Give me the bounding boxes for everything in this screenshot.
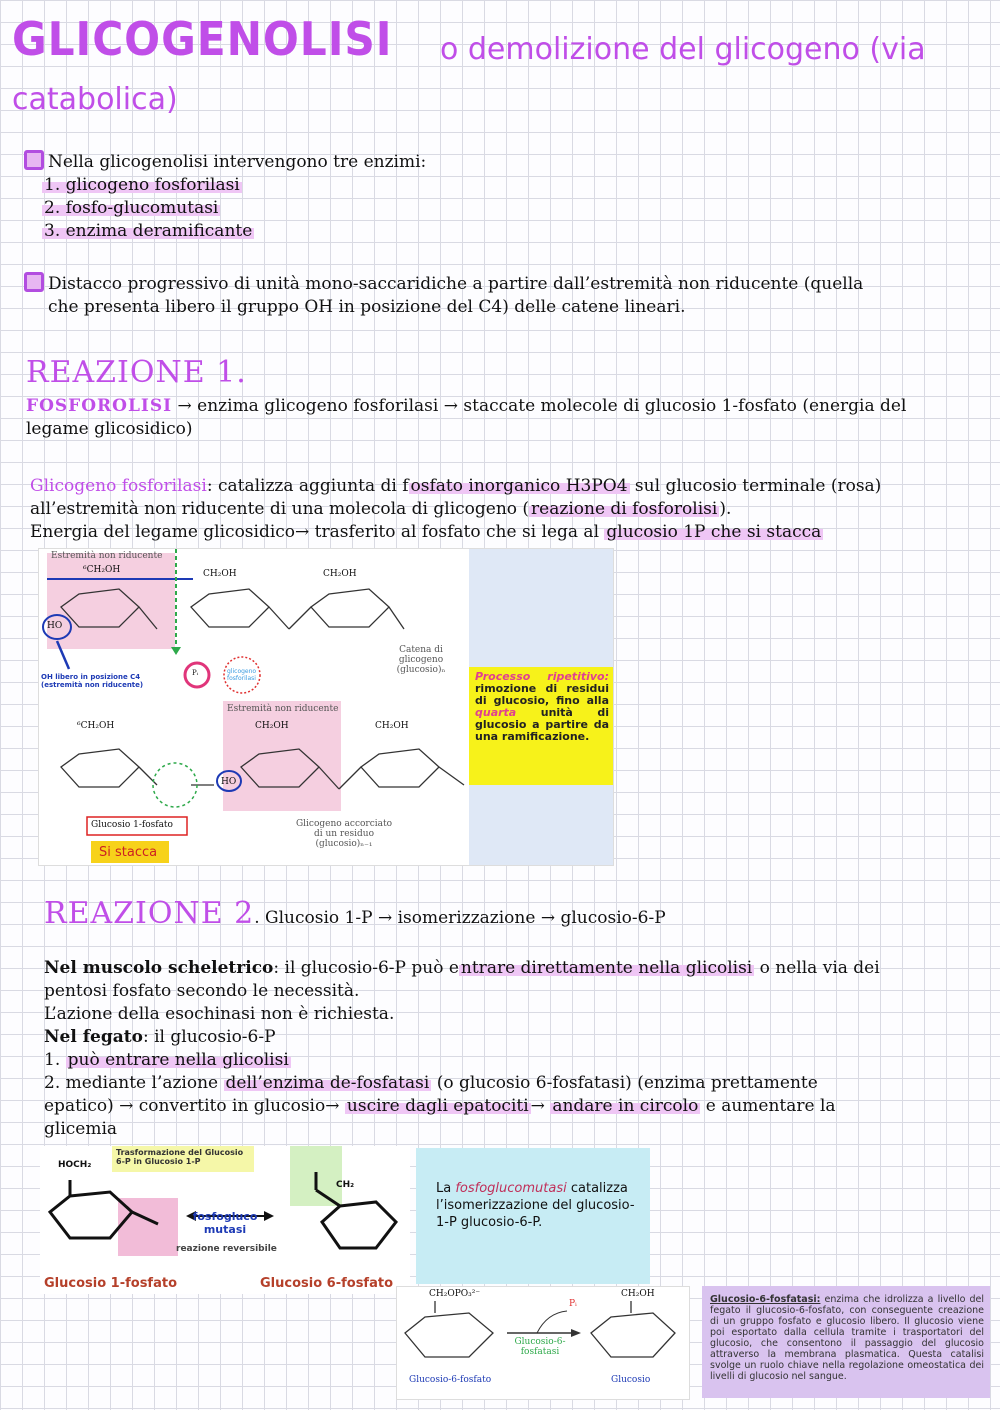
processo-body: rimozione di residui di glucosio, fino alla xyxy=(475,682,609,707)
fosfatasi-note-title: Glucosio-6-fosfatasi: xyxy=(710,1294,821,1305)
mutasi-note-text: La xyxy=(436,1181,456,1196)
mutasi-title: Trasformazione del Glucosio 6-P in Glucosio 1-P xyxy=(116,1148,244,1166)
ch2oh-label: ⁶CH₂OH xyxy=(77,721,115,731)
liver-text: epatico) → convertito in glucosio→ xyxy=(44,1096,345,1116)
figure-fosfatasi xyxy=(396,1286,690,1400)
accorciato-text: Glicogeno accorciato xyxy=(295,819,393,829)
detach-paragraph xyxy=(24,272,989,319)
mutasi-reversible: reazione reversibile xyxy=(176,1244,277,1254)
liver-highlight: uscire dagli epatociti xyxy=(346,1096,529,1116)
muscle-text: : il glucosio-6-P può e xyxy=(273,958,459,978)
enzyme-tag: glicogeno fosforilasi xyxy=(227,668,257,682)
estremita-label: Estremità non riducente xyxy=(227,704,339,714)
liver-highlight: dell’enzima de-fosfatasi xyxy=(225,1073,430,1093)
ch2oh-label: CH₂OH xyxy=(375,721,409,731)
glucosio-label: Glucosio xyxy=(611,1375,651,1385)
ho-label: HO xyxy=(221,777,237,787)
gf-highlight: reazione di fosforolisi xyxy=(531,499,718,519)
gf-highlight: glucosio 1P che si stacca xyxy=(606,522,822,542)
accorciato-text: (glucosio)ₙ₋₁ xyxy=(315,839,373,849)
liver-text: glicemia xyxy=(44,1119,118,1139)
oh-libero-label xyxy=(41,673,143,689)
liver-text: 2. mediante l’azione xyxy=(44,1073,224,1093)
reaction1-text xyxy=(26,395,991,441)
reaction1-line: legame glicosidico) xyxy=(26,419,193,439)
oh-libero-sub: (estremità non riducente) xyxy=(41,681,144,689)
detach-line: che presenta libero il gruppo OH in posizione del C4) delle catene lineari. xyxy=(48,297,686,317)
liver-text: : il glucosio-6-P xyxy=(142,1027,276,1047)
ch2oh-label: ⁶CH₂OH xyxy=(83,565,121,575)
enzymes-intro: Nella glicogenolisi intervengono tre enzimi: xyxy=(48,152,427,172)
page-subtitle-cont: catabolica) xyxy=(12,82,178,117)
enzyme-item: 2. fosfo-glucomutasi xyxy=(44,198,219,218)
liver-highlight: può entrare nella glicolisi xyxy=(67,1050,289,1070)
reaction2-text: . Glucosio 1-P → isomerizzazione → glucosio-6-P xyxy=(254,908,666,928)
enzyme-item: 1. glicogeno fosforilasi xyxy=(44,175,240,195)
muscle-highlight: ntrare direttamente nella glicolisi xyxy=(460,958,753,978)
figure-fosforolisi xyxy=(38,548,614,866)
pi-label: Pᵢ xyxy=(569,1299,577,1309)
g6p-label: Glucosio 6-fosfato xyxy=(260,1276,394,1291)
page-title: GLICOGENOLISI xyxy=(12,12,393,66)
mutasi-note xyxy=(416,1148,650,1284)
gf-text: Energia del legame glicosidico→ trasferito al fosfato che si lega al xyxy=(30,522,605,542)
fosfatasi-note-text: enzima che idrolizza a livello del fegato il glucosio-6-fosfato, con conseguente creazione di un gruppo fosfato e glucosio libero. Il glucosio viene poi esportato dalla cellula tramite i trasportatori del glucosio, che consentono il passaggio del glucosio attraverso la membrana plasmatica. Questa catalisi svolge un ruolo chiave nella regolazione omeostatica dei livelli di glucosio nel sangue. xyxy=(710,1294,984,1382)
g6p-label: Glucosio-6-fosfato xyxy=(409,1375,492,1385)
ch2opo3-label: CH₂OPO₃²⁻ xyxy=(429,1289,481,1299)
pi-label: Pᵢ xyxy=(192,669,199,677)
g1p-label: Glucosio 1-fosfato xyxy=(44,1276,178,1291)
catena-sub: (glucosio)ₙ xyxy=(396,665,446,675)
liver-heading: Nel fegato xyxy=(44,1027,143,1047)
bullet-icon xyxy=(24,150,44,170)
page-subtitle: o demolizione del glicogeno (via xyxy=(440,32,926,67)
processo-title: Processo ripetitivo: xyxy=(475,670,609,683)
figure-mutasi xyxy=(40,1146,410,1294)
gf-label: Glicogeno fosforilasi xyxy=(30,476,207,496)
processo-quarta: quarta xyxy=(475,706,517,719)
mutasi-note-enzyme: fosfoglucomutasi xyxy=(455,1181,567,1196)
fosforolisi-label: FOSFOROLISI xyxy=(26,396,173,416)
ho-label: HO xyxy=(47,621,63,631)
ch2oh-label: CH₂OH xyxy=(255,721,289,731)
reaction1-line: → enzima glicogeno fosforilasi → staccate molecole di glucosio 1-fosfato (energia del xyxy=(172,396,907,416)
reaction1-heading: REAZIONE 1. xyxy=(26,355,247,390)
gf-text: : catalizza aggiunta di f xyxy=(206,476,409,496)
mutasi-enzyme: fosfogluco mutasi xyxy=(192,1210,258,1236)
muscle-text: o nella via dei xyxy=(754,958,880,978)
si-stacca-label: Si stacca xyxy=(99,845,158,860)
detach-line: Distacco progressivo di unità mono-saccaridiche a partire dall’estremità non riducente (quella xyxy=(48,274,864,294)
fosfatasi-enzyme: Glucosio-6-fosfatasi xyxy=(514,1337,566,1357)
ch2oh-label: CH₂OH xyxy=(323,569,357,579)
fosfatasi-note xyxy=(702,1286,990,1398)
hoch2-label: HOCH₂ xyxy=(58,1160,92,1170)
glucosio1f-label: Glucosio 1-fosfato xyxy=(91,820,173,830)
processo-body2: unità di glucosio a partire da una ramificazione. xyxy=(475,706,609,743)
processo-note xyxy=(475,671,609,743)
accorciato-label xyxy=(289,819,399,849)
liver-text: e aumentare la xyxy=(700,1096,836,1116)
oh-libero-text: OH libero in posizione C4 xyxy=(41,673,141,681)
gf-text: all’estremità non riducente di una molecola di glicogeno ( xyxy=(30,499,530,519)
accorciato-text: di un residuo xyxy=(313,829,375,839)
gf-text: sul glucosio terminale (rosa) xyxy=(629,476,882,496)
reaction2-heading: REAZIONE 2 xyxy=(44,896,255,931)
muscle-heading: Nel muscolo scheletrico xyxy=(44,958,274,978)
gf-text: ). xyxy=(719,499,732,519)
bullet-icon xyxy=(24,272,44,292)
enzymes-block xyxy=(24,150,426,243)
muscle-text: L’azione della esochinasi non è richiesta. xyxy=(44,1004,395,1024)
liver-text: 1. xyxy=(44,1050,66,1070)
liver-text: (o glucosio 6-fosfatasi) (enzima prettamente xyxy=(431,1073,818,1093)
enzyme-item: 3. enzima deramificante xyxy=(44,221,253,241)
muscle-text: pentosi fosfato secondo le necessità. xyxy=(44,981,360,1001)
reaction2-heading-row xyxy=(44,896,666,931)
ch2oh-label: CH₂OH xyxy=(203,569,237,579)
mutasi-note-text: catalizza l’isomerizzazione del glucosio-1-P glucosio-6-P. xyxy=(436,1181,635,1230)
liver-highlight: andare in circolo xyxy=(552,1096,699,1116)
estremita-label: Estremità non riducente xyxy=(51,551,163,561)
liver-text: → xyxy=(530,1096,551,1116)
glicogeno-fosforilasi-paragraph xyxy=(30,475,990,544)
ch2-label: CH₂ xyxy=(336,1180,355,1190)
reaction2-body xyxy=(44,957,989,1141)
catena-text: Catena di glicogeno xyxy=(398,645,444,665)
gf-highlight: osfato inorganico H3PO4 xyxy=(410,476,628,496)
ch2oh-label: CH₂OH xyxy=(621,1289,655,1299)
catena-label xyxy=(381,645,461,675)
